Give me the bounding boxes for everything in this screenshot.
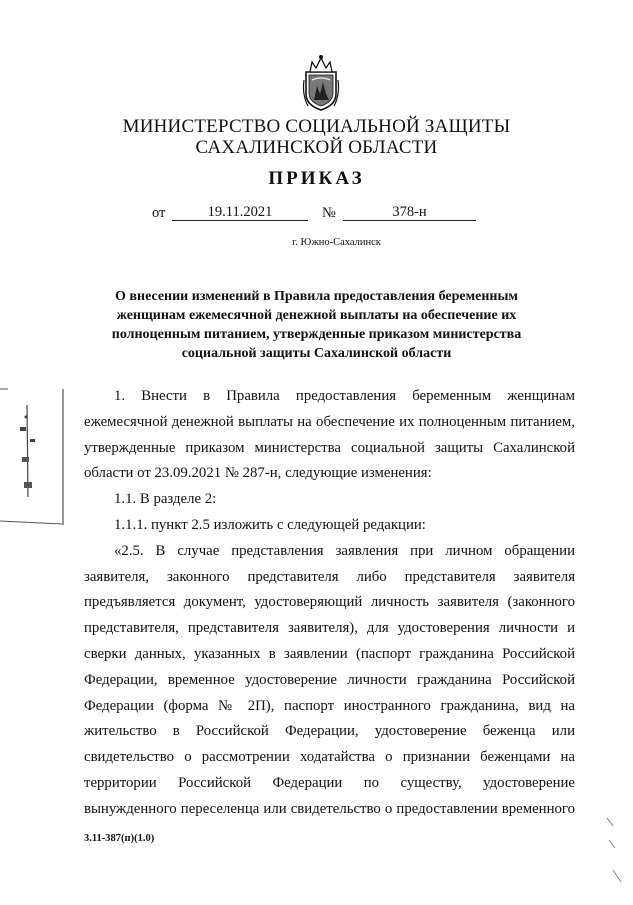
scan-margin-artifact <box>0 387 68 527</box>
ministry-line-2: САХАЛИНСКОЙ ОБЛАСТИ <box>195 137 438 158</box>
city-line: г. Южно-Сахалинск <box>292 237 381 248</box>
ministry-line-1: МИНИСТЕРСТВО СОЦИАЛЬНОЙ ЗАЩИТЫ <box>122 116 511 137</box>
number-label: № <box>322 205 336 221</box>
scan-noise-artifact <box>603 810 627 890</box>
document-heading <box>100 287 533 363</box>
date-value: 19.11.2021 <box>172 205 308 221</box>
paragraph-1-1: 1.1. В разделе 2: <box>114 491 217 508</box>
sakhalin-coat-of-arms-icon <box>300 50 342 112</box>
heading-line-3: полноценным питанием, утвержденные приказом министерства <box>111 327 522 342</box>
heading-line-1: О внесении изменений в Правила предоставления беременным <box>115 289 518 304</box>
order-title: ПРИКАЗ <box>268 168 365 189</box>
paragraph-1: 1. Внести в Правила предоставления беременным женщинам ежемесячной денежной выплаты на обеспечение их полноценным питанием, утвержденные приказом министерства социальной защиты Сахалинской области от 23.09.2021 № 287-н, следующие изменения: <box>84 388 575 482</box>
heading-line-4: социальной защиты Сахалинской области <box>181 346 452 361</box>
document-code: 3.11-387(п)(1.0) <box>84 833 155 844</box>
number-value: 378-н <box>343 205 476 221</box>
ministry-name <box>0 116 633 158</box>
heading-line-2: женщинам ежемесячной денежной выплаты на обеспечение их <box>116 308 517 323</box>
order-meta-line <box>0 205 633 223</box>
date-label: от <box>152 205 166 221</box>
document-body <box>84 384 575 823</box>
paragraph-1-1-1: 1.1.1. пункт 2.5 изложить с следующей редакции: <box>114 516 426 533</box>
paragraph-2-5: «2.5. В случае представления заявления при личном обращении заявителя, законного представителя либо представителя заявителя предъявляется документ, удостоверяющий личность заявителя (законного представителя, представителя заявителя), для удостоверения личности и сверки данных, указанных в заявлении (паспорт гражданина Российской Федерации, временное удостоверение личности гражданина Российской Федерации (форма № 2П), паспорт иностранного гражданина, вид на жительство в Российской Федерации, удостоверение беженца или свидетельство о рассмотрении ходатайства о признании беженцами на территории Российской Федерации по существу, удостоверение вынужденного переселенца или свидетельство о предоставлении временного <box>84 542 575 817</box>
